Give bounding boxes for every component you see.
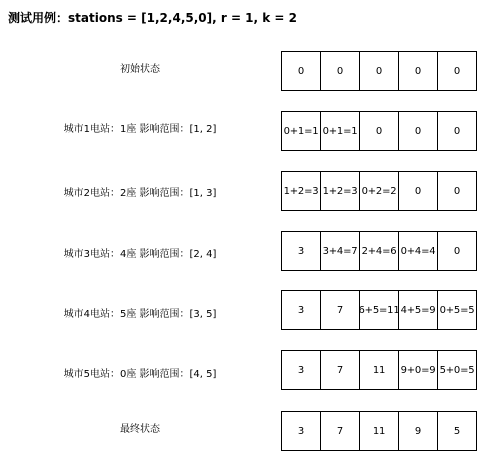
array-cell: 0 [437,51,477,91]
array-cell: 0+5=5 [437,290,477,330]
array-cell: 11 [359,350,399,390]
array-cell: 1+2=3 [320,171,360,211]
array-cell: 6+5=11 [359,290,399,330]
array-row-final [281,411,481,451]
array-cell: 9 [398,411,438,451]
array-cell: 0 [398,111,438,151]
diagram-title: 测试用例：stations = [1,2,4,5,0], r = 1, k = 2 [8,11,298,25]
array-cell: 0+1=1 [320,111,360,151]
array-row-city-3 [281,231,481,271]
array-cell: 2+4=6 [359,231,399,271]
array-cell: 3 [281,231,321,271]
step-label-city-4: 城市4电站：5座 影响范围：[3, 5] [63,309,217,320]
array-cell: 0+4=4 [398,231,438,271]
array-cell: 1+2=3 [281,171,321,211]
array-row-city-4 [281,290,481,330]
array-cell: 0 [437,111,477,151]
array-cell: 0 [320,51,360,91]
step-label-city-1: 城市1电站：1座 影响范围：[1, 2] [63,124,217,135]
array-row-city-2 [281,171,481,211]
array-cell: 0 [359,51,399,91]
array-row-city-1 [281,111,481,151]
array-cell: 7 [320,411,360,451]
array-row-initial [281,51,481,91]
step-label-city-5: 城市5电站：0座 影响范围：[4, 5] [63,369,217,380]
array-cell: 3+4=7 [320,231,360,271]
array-cell: 0 [359,111,399,151]
array-cell: 5 [437,411,477,451]
array-cell: 5+0=5 [437,350,477,390]
array-cell: 7 [320,290,360,330]
array-cell: 0+1=1 [281,111,321,151]
step-label-city-2: 城市2电站：2座 影响范围：[1, 3] [63,188,217,199]
step-label-initial: 初始状态 [120,64,160,75]
array-cell: 0+2=2 [359,171,399,211]
array-cell: 9+0=9 [398,350,438,390]
array-cell: 3 [281,350,321,390]
array-cell: 3 [281,290,321,330]
array-cell: 7 [320,350,360,390]
step-label-city-3: 城市3电站：4座 影响范围：[2, 4] [63,249,217,260]
array-cell: 11 [359,411,399,451]
array-row-city-5 [281,350,481,390]
array-cell: 0 [437,171,477,211]
array-cell: 0 [398,51,438,91]
array-cell: 3 [281,411,321,451]
array-cell: 0 [437,231,477,271]
array-cell: 4+5=9 [398,290,438,330]
array-cell: 0 [281,51,321,91]
step-label-final: 最终状态 [120,424,160,435]
array-cell: 0 [398,171,438,211]
